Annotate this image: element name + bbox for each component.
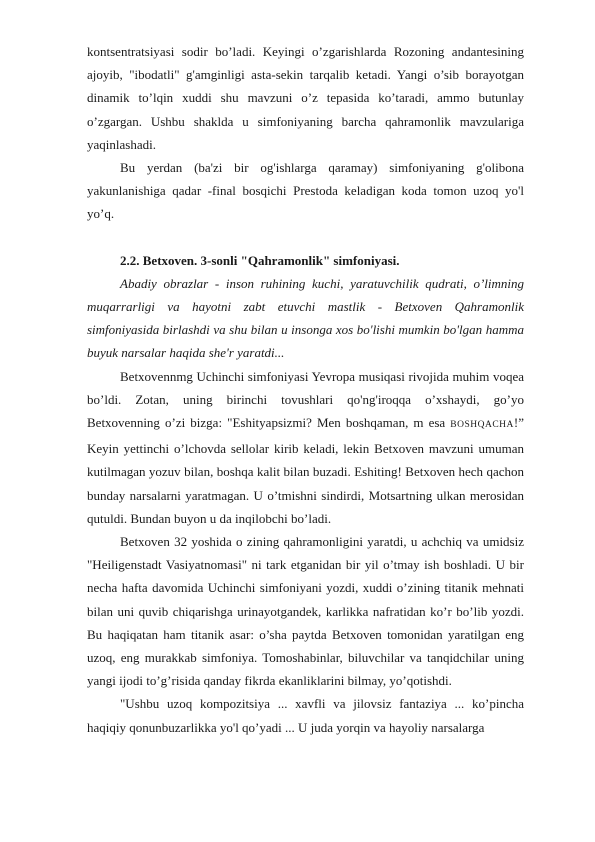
epigraph: Abadiy obrazlar - inson ruhining kuchi, yaratuvchilik qudrati, o’limning muqarrarligi va hayotni zabt etuvchi mastlik - Betxoven Qahramonlik simfoniyasida birlashdi va shu bilan u insonga xos bo'lishi mumkin bo'lgan hamma buyuk narsalar haqida she'r yaratdi... <box>87 275 524 361</box>
paragraph-quote: "Ushbu uzoq kompozitsiya ... xavfli va jilovsiz fantaziya ... ko’pincha haqiqiy qonunbuzarlikka yo'l qo’yadi ... U juda yorqin va hayoliy narsalarga <box>87 696 524 735</box>
paragraph-final-path: Bu yerdan (ba'zi bir og'ishlarga qaramay) simfoniyaning g'olibona yakunlanishiga qadar -final bosqichi Prestoda keladigan koda tomon uzoq yo'l yo’q. <box>87 160 524 222</box>
paragraph-text-after: !” Keyin yettinchi o’lchovda sellolar kirib keladi, lekin Betxoven mavzuni umuman kutilmagan yozuv bilan, boshqa kalit bilan buzadi. Eshiting! Betxoven hech qachon bunday narsalarni yaratmagan. U o’tmishni sindirdi, Motsartning ulkan merosidan qutuldi. Bundan buyon u da inqilobchi bo’ladi. <box>87 415 524 526</box>
paragraph-heroic-creation: Betxoven 32 yoshida o zining qahramonligini yaratdi, u achchiq va umidsiz "Heiligenstadt Vasiyatnomasi" ni tark etganidan bir yil o’tmay ish boshladi. U bir necha hafta davomida Uchinchi simfoniyani yozdi, xuddi o’zining titanik mehnati bilan uni quvib chiqarishga urinayotgandek, karlikka nafratidan ko’r bo’lib yozdi. Bu haqiqatan ham titanik asar: o’sha paytda Betxoven tomonidan yaratilgan eng uzoq, eng murakkab simfoniya. Tomoshabinlar, biluvchilar va tanqidchilar uning yangi ijodi to’g’risida qanday fikrda ekanliklarini bilmay, yo’qotishdi. <box>87 534 524 689</box>
smallcaps-word: BOSHQACHA <box>450 420 514 431</box>
paragraph-third-symphony <box>87 365 524 530</box>
paragraph-continuation: kontsentratsiyasi sodir bo’ladi. Keyingi o’zgarishlarda Rozoning andantesining ajoyib, "ibodatli" g'amginligi asta-sekin tarqalib ketadi. Yangi o’sib borayotgan dinamik to’lqin xuddi shu mavzuni o’z tepasida ko’taradi, ammo butunlay o’zgargan. Ushbu shaklda u simfoniyaning barcha qahramonlik mavzulariga yaqinlashadi. <box>87 44 524 152</box>
page-content <box>87 40 524 739</box>
section-heading: 2.2. Betxoven. 3-sonli "Qahramonlik" simfoniyasi. <box>120 252 400 268</box>
spacer <box>87 226 524 249</box>
paragraph-text-before: Betxovennmg Uchinchi simfoniyasi Yevropa musiqasi rivojida muhim voqea bo’ldi. Zotan, uning birinchi tovushlari qo'ng'iroqqa o’xshaydi, go’yo Betxovenning o’zi bizga: "Eshityapsizmi? Men boshqaman, m esa <box>87 368 524 431</box>
